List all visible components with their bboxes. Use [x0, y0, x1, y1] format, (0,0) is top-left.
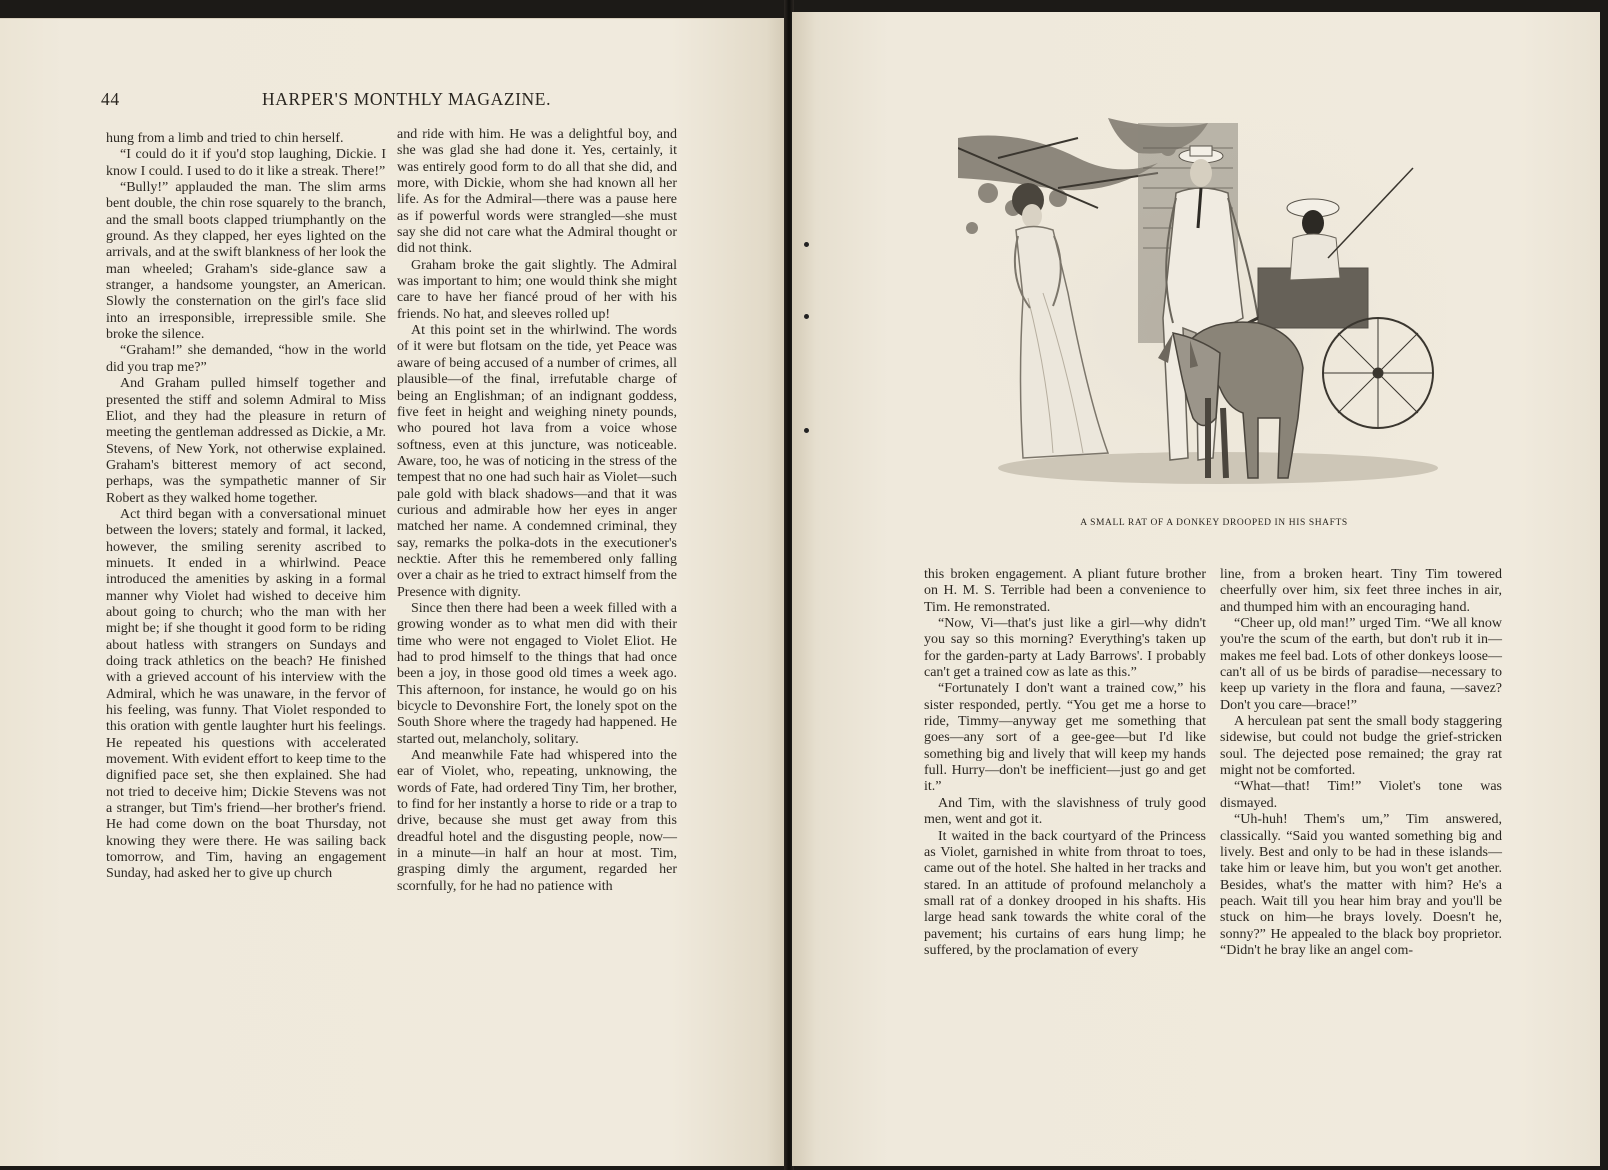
paragraph: A herculean pat sent the small body staggering sidewise, but could not budge the grief-stricken soul. The dejected pose remained; the gray rat might not be comforted.	[1220, 714, 1502, 779]
binding-hole	[804, 428, 809, 433]
paragraph: and ride with him. He was a delightful boy, and she was glad she had done it. Yes, certainly, it was entirely good form to do all that she did, and more, with Dickie, whom she had known all her life. As for the Admiral—there was a pause here as if powerful words were strangled—she must say she did not care what the Admiral thought or did not think.	[397, 127, 677, 257]
paragraph: “Uh-huh! Them's um,” Tim answered, classically. “Said you wanted something big and lively. Best and only to be had in these islands—take him or leave him, but you won't get another. Besides, what's the matter with him? He's a peach. Wait till you hear him bray and you'll be stuck on him—he brays lovely. Doesn't he, sonny?” He appealed to the black boy proprietor. “Didn't he bray like an angel com-	[1220, 812, 1502, 958]
text-column-2	[397, 127, 677, 895]
binding-hole	[804, 242, 809, 247]
paragraph: this broken engagement. A pliant future brother on H. M. S. Terrible had been a convenience to Tim. He remonstrated.	[924, 567, 1206, 615]
paragraph: Since then there had been a week filled with a growing wonder as to what men did with their time who were not engaged to Violet Eliot. He had to prod himself to the things that had once been a joy, in those good old times a week ago. This afternoon, for instance, he would go on his bicycle to Devonshire Fort, the lonely spot on the South Shore where the tragedy had happened. He started out, melancholy, solitary.	[397, 600, 677, 747]
paragraph: Act third began with a conversational minuet between the lovers; stately and formal, it lacked, however, the smiling serenity ascribed to minuets. It ended in a whirlwind. Peace introduced the amenities by asking in a formal manner why Violet had wished to deceive him about going to church; who the man with her might be; if she thought it good form to be riding about hatless with strangers on Sundays and doing track athletics on the beach? He finished with a grieved account of his interview with the Admiral, which he was unaware, in the fervor of his feeling, was funny. That Violet responded to this oration with gentle laughter hurt his feelings. He repeated his questions with accelerated movement. With evident effort to keep time to the dignified pace set, she then explained. She had not tried to deceive him; Dickie Stevens was not a stranger, but Tim's friend—her brother's friend. He had come down on the boat Thursday, not knowing they were there. He was sailing back tomorrow, and Tim, having an engagement Sunday, had asked her to give up church	[106, 506, 387, 882]
paragraph: hung from a limb and tried to chin herself.	[106, 131, 344, 146]
page-number: 44	[101, 89, 120, 109]
paragraph: And meanwhile Fate had whispered into the ear of Violet, who, repeating, unknowing, the words of Fate, had ordered Tiny Tim, her brother, to find for her instantly a horse to ride or a trap to drive, because she must get away from this dreadful hotel and the disgusting people, now—in a minute—in half an hour at most. Tim, grasping dimly the argument, regarded her scornfully, for he had no patience with	[397, 748, 677, 894]
paragraph: Graham broke the gait slightly. The Admiral was important to him; one would think she might care to have her fiancé proud of her with his friends. No hat, and sleeves rolled up!	[397, 257, 677, 322]
left-page	[0, 18, 790, 1166]
paragraph: “What—that! Tim!” Violet's tone was dismayed.	[1220, 779, 1502, 811]
paragraph: And Graham pulled himself together and presented the stiff and solemn Admiral to Miss Eliot, and they had the pleasure in return of meeting the gentleman addressed as Dickie, a Mr. Stevens, of New York, not otherwise explained. Graham's bitterest memory of act second, perhaps, was the sympathetic manner of Sir Robert as they walked home together.	[106, 376, 386, 506]
paragraph: “Fortunately I don't want a trained cow,” his sister responded, pertly. “You get me a horse to ride, Timmy—anyway get me something that goes—any sort of a gee-gee—but I'd like something big and lively that will keep my hands full. Hurry—don't be inefficient—just go and get it.”	[924, 681, 1206, 795]
paragraph: line, from a broken heart. Tiny Tim towered cheerfully over him, six feet three inches in air, and thumped him with an encouraging hand.	[1220, 567, 1502, 615]
text-column-4	[1220, 567, 1502, 959]
binding-hole	[804, 314, 809, 319]
paragraph: “Graham!” she demanded, “how in the world did you trap me?”	[106, 343, 386, 375]
paragraph: It waited in the back courtyard of the Princess as Violet, garnished in white from throat to toes, came out of the hotel. She halted in her tracks and stared. In an attitude of profound melancholy a small rat of a donkey drooped in his shafts. His large head sank towards the white coral of the pavement; his curtains of ears hung limp; he suffered, by the proclamation of every	[924, 828, 1206, 958]
illustration-donkey-cart	[958, 118, 1446, 492]
paragraph: “Now, Vi—that's just like a girl—why didn't you say so this morning? Everything's taken up for the garden-party at Lady Barrows'. I probably can't get a trained cow as late as this.”	[924, 616, 1206, 681]
paragraph: “I could do it if you'd stop laughing, Dickie. I know I could. I used to do it like a streak. There!”	[106, 147, 386, 179]
paragraph: “Bully!” applauded the man. The slim arms bent double, the chin rose squarely to the branch, and the small boots clapped triumphantly on the ground. As they clapped, her eyes lighted on the arrivals, and at the swift blankness of her look the man wheeled; Graham's side-glance saw a stranger, a handsome youngster, an American. Slowly the consternation on the girl's face slid into an irresponsible, irrepressible smile. She broke the silence.	[106, 180, 386, 343]
illustration-caption: A SMALL RAT OF A DONKEY DROOPED IN HIS SHAFTS	[1080, 518, 1348, 528]
paragraph: “Cheer up, old man!” urged Tim. “We all know you're the scum of the earth, but don't rub it in—makes me feel bad. Lots of other donkeys loose—can't all of us be birds of paradise—necessary to keep up variety in the flora and fauna, —savez? Don't you care—brace!”	[1220, 616, 1502, 713]
text-column-1	[106, 131, 386, 883]
text-column-3	[924, 567, 1206, 959]
running-title: HARPER'S MONTHLY MAGAZINE.	[262, 89, 552, 109]
paragraph: And Tim, with the slavishness of truly good men, went and got it.	[924, 795, 1206, 828]
paragraph: At this point set in the whirlwind. The words of it were but flotsam on the tide, yet Peace was aware of being accused of a number of crimes, all plausible—of the final, irrefutable charge of being an Englishman; of an indignant goddess, five feet in height and weighing ninety pounds, who poured hot lava from a voice whose softness, even at this juncture, was noticeable. Aware, too, he was of noticing in the stress of the tempest that no one had such hair as Violet—such pale gold with black shadows—and that it was curious and admirable how her eyes in anger matched her name. A condemned criminal, they say, remarks the polka-dots in the executioner's necktie. After this he remembered only falling over a chair as he tried to extract himself from the Presence with dignity.	[397, 323, 677, 600]
